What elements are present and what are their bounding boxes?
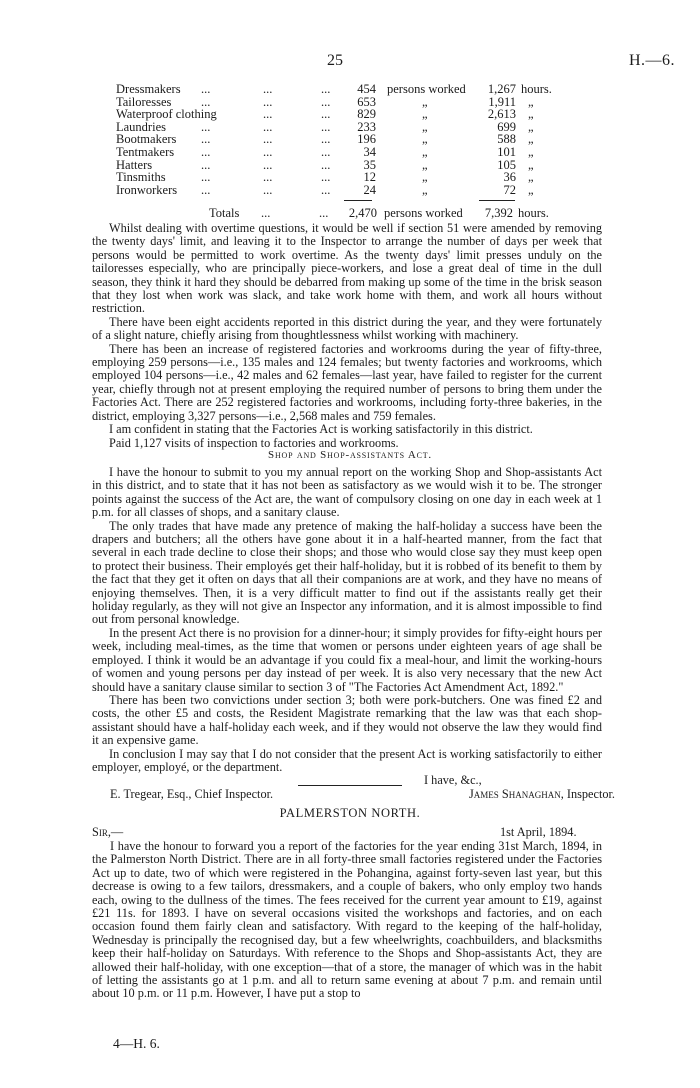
paragraph: I have the honour to forward you a report of the factories for the year ending 31st March, 1894, in the Palmerston North District. There are in all forty-three small factories registered under the Factories Act up to date, two of which were registered in the Pohangina, against forty-seven last year, but this decrease is owing to a few tailors, dressmakers, and a couple of bakers, who only employ two hands each, owing to the dullness of the times. The fees received for the current year amount to £19, against £21 11s. for 1893. I have on several occasions visited the workshops and factories, and on each occasion found them fairly clean and satisfactory. With regard to the keeping of the half-holiday, Wednesday is principally the recognised day, but a few wheelwrights, coachbuilders, and blacksmiths keep their half-holiday on Saturdays. With reference to the Shops and Shop-assistants Act, they are allowed their half-holiday, with one exception—that of a store, the manager of which was in the habit of letting the assistants go at 1 p.m. and all to return same evening at about 7 p.m. and remain until about 10 p.m. or 11 p.m. However, I have put a stop to — [92, 839, 602, 1001]
document-page: 25 H.—6. Dressmakers ... ... ... 454 persons worked 1,267 hours. Tailoresses ... ... ... 653 „ 1,911 „ Waterproof clothing ... ... 829 „ 2,613 „ Laundries ... ... ... 233 „ 699 „ Bootmakers ... ... ... 196 „ 588 „ Tentmakers ... ... ... 34 „ 101 „ Hatters ... ... ... 35 „ 105 „ Tinsmiths ... ... ... 12 „ 36 „ Ironworkers ... ... ... 24 „ 72 „ Totals ... ... 2,470 persons worked 7,392 hours. Whilst dealing with overtime questions, it would be well if section 51 were amended by removing the twenty days' limit, and leaving it to the Inspector to arrange the number of days per week that persons would be permitted to work overtime. As the twenty days' limit presses unduly on the tailoresses especially, who are principally piece-workers, and lose a great deal of time in the dull season, they think it hard they should be debarred from making up some of the time in the brisk season that they lost when work was slack, and take work home with them, and work all hours without restriction. There have been eight accidents reported in this district during the year, and they were fortunately of a slight nature, chiefly arising from thoughtlessness whilst working with machinery. There has been an increase of registered factories and workrooms during the year of fifty-three, employing 259 persons—i.e., 135 males and 124 females; but twenty factories and workrooms, which employed 104 persons—i.e., 42 males and 62 females—last year, have failed to register for the current year, chiefly through not at present employing the required number of persons to bring them under the Factories Act. There are 252 registered factories and workrooms, including forty-three bakeries, in the district, employing 3,327 persons—i.e., 2,568 males and 759 females. I am confident in stating that the Factories Act is working satisfactorily in this district. Paid 1,127 visits of inspection to factories and workrooms. Shop and Shop-assistants Act. I have the honour to submit to you my annual report on the working Shop and Shop-assistants Act in this district, and to state that it has not been as satisfactory as we would wish it to be. The stronger points against the success of the Act are, the want of compulsory closing on one day in each week at 1 p.m. for all classes of shops, and a sanitary clause. The only trades that have made any pretence of making the half-holiday a success have been the drapers and butchers; all the others have gone about it in a half-hearted manner, from the fact that several in each trade decline to close their shops; and those who would close say they must keep open to protect their business. Their employés get their half-holiday, but it is robbed of its benefit to them by the fact that they get it often on days that all their companions are at work, and they have no means of enjoying themselves. Then, it is a very difficult matter to find out if the assistants really get their holiday regularly, as they will not give an Inspector any information, and it is almost impossible to find out from personal knowledge. In the present Act there is no provision for a dinner-hour; it simply provides for fifty-eight hours per week, including meal-times, as the time that women or persons under eighteen years of age shall be employed. I think it would be an advantage if you could fix a meal-hour, and limit the working-hours of women and young persons per day instead of per week. It is also very necessary that the new Act should have a sanitary clause similar to section 3 of "The Factories Act Amendment Act, 1892." There has been two convictions under section 3; both were pork-butchers. One was fined £2 and costs, the other £5 and costs, the Resident Magistrate remarking that the law was that each shop-assistant should have a half-holiday each week, and if they would not observe the law they would find it an expensive game. In conclusion I may say that I do not consider that the present Act is working satisfactorily to either employer, employé, or the department. I have, &c., E. Tregear, Esq., Chief Inspector. James Shanaghan, Inspector. PALMERSTON NORTH. Sir,— 1st April, 1894. I have the honour to forward you a report of the factories for the year ending 31st March, 1894, in the Palmerston North District. There are in all forty-three small factories registered under the Factories Act up to date, two of which were registered in the Pohangina, against forty-seven last year, but this decrease is owing to a few tailors, dressmakers, and a couple of bakers, who only employ two hands each, owing to the dullness of the times. The fees received for the current year amount to £19, against £21 11s. for 1893. I have on several occasions visited the workshops and factories, and on each occasion found them fairly clean and satisfactory. With regard to the keeping of the half-holiday, Wednesday is principally the recognised day, but a few wheelwrights, coachbuilders, and blacksmiths keep their half-holiday on Saturdays. With reference to the Shops and Shop-assistants Act, they are allowed their half-holiday, with one exception—that of a store, the manager of which was in the habit of letting the assistants go at 1 p.m. and all to return same evening at about 7 p.m. and remain until about 10 p.m. or 11 p.m. However, I have put a stop to 4—H. 6. — [0, 0, 700, 1088]
document-reference: H.—6. — [629, 52, 676, 69]
paragraph: Paid 1,127 visits of inspection to factories and workrooms. — [109, 435, 399, 450]
page-number: 25 — [327, 52, 343, 69]
salutation: Sir,— — [92, 825, 124, 839]
factories-report-body — [92, 222, 602, 450]
paragraph: I have the honour to submit to you my annual report on the working Shop and Shop-assistants Act in this district, and to state that it has not been as satisfactory as we would wish it to be. The stronger points against the success of the Act are, the want of compulsory closing on one day in each week at 1 p.m. for all classes of shops, and a sanitary clause. — [92, 465, 602, 520]
closing: I have, &c., — [424, 773, 482, 788]
letter-date: 1st April, 1894. — [500, 825, 577, 839]
paragraph: In the present Act there is no provision for a dinner-hour; it simply provides for fifty-eight hours per week, including meal-times, as the time that women or persons under eighteen years of age shall be employed. I think it would be an advantage if you could fix a meal-hour, and limit the working-hours of women and young persons per day instead of per week. It is also very necessary that the new Act should have a sanitary clause similar to section 3 of "The Factories Act Amendment Act, 1892." — [92, 625, 602, 694]
section-divider — [298, 785, 402, 786]
shop-act-report-body — [92, 465, 616, 802]
addressee: E. Tregear, Esq., Chief Inspector. — [110, 787, 274, 802]
paragraph: There has been an increase of registered factories and workrooms during the year of fifty-three, employing 259 persons—i.e., 135 males and 124 females; but twenty factories and workrooms, which employed 104 persons—i.e., 42 males and 62 females—last year, have failed to register for the current year, chiefly through not at present employing the required number of persons to bring them under the Factories Act. There are 252 registered factories and workrooms, including forty-three bakeries, in the district, employing 3,327 persons—i.e., 2,568 males and 759 females. — [92, 341, 602, 423]
signature-row — [92, 787, 616, 802]
section-title: Shop and Shop-assistants Act. — [268, 449, 432, 461]
paragraph: There have been eight accidents reported in this district during the year, and they were fortunately of a slight nature, chiefly arising from thoughtlessness whilst working with machinery. — [92, 314, 602, 343]
palmerston-report-body — [92, 840, 602, 1001]
inspector-title: , Inspector. — [560, 787, 616, 802]
paragraph: The only trades that have made any pretence of making the half-holiday a success have been the drapers and butchers; all the others have gone about it in a half-hearted manner, from the fact that several in each trade decline to close their shops; and those who would close say they must keep open to protect their business. Their employés get their half-holiday, but it is robbed of its benefit to them by the fact that they get it often on days that all their companions are at work, and they have no means of enjoying themselves. Then, it is a very difficult matter to find out if the assistants really get their holiday regularly, as they will not give an Inspector any information, and it is almost impossible to find out from personal knowledge. — [92, 518, 602, 627]
paragraph: There has been two convictions under section 3; both were pork-butchers. One was fined £2 and costs, the other £5 and costs, the Resident Magistrate remarking that the law was that each shop-assistant should have a half-holiday each week, and if they would not observe the law they would find it an expensive game. — [92, 692, 602, 748]
page-footer: 4—H. 6. — [113, 1036, 160, 1051]
paragraph: I am confident in stating that the Factories Act is working satisfactorily in this district. — [109, 422, 533, 437]
totals-rule — [479, 200, 515, 201]
paragraph: Whilst dealing with overtime questions, it would be well if section 51 were amended by removing the twenty days' limit, and leaving it to the Inspector to arrange the number of days per week that persons would be permitted to work overtime. As the twenty days' limit presses unduly on the tailoresses especially, who are principally piece-workers, and lose a great deal of time in the dull season, they think it hard they should be debarred from making up some of the time in the brisk season that they lost when work was slack, and take work home with them, and work all hours without restriction. — [92, 221, 602, 316]
signature-row — [92, 774, 602, 788]
totals-rule — [344, 200, 372, 201]
inspector-name: James Shanaghan — [469, 787, 561, 802]
district-title: PALMERSTON NORTH. — [279, 806, 421, 820]
paragraph: In conclusion I may say that I do not consider that the present Act is working satisfactorily to either employer, employé, or the department. — [92, 746, 602, 774]
